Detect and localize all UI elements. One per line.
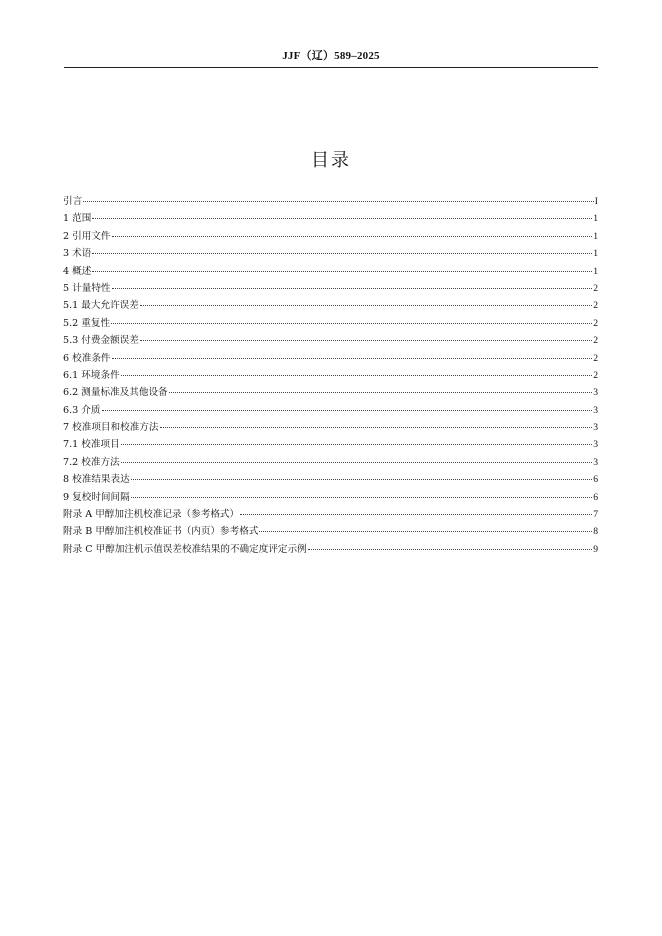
toc-entry-label: 附录 A 甲醇加注机校准记录（参考格式） (63, 509, 240, 521)
toc-entry-page: 2 (593, 282, 598, 294)
toc-leader-dots (308, 549, 593, 550)
toc-entry-14[interactable] (63, 436, 598, 453)
toc-entry-page: 1 (593, 265, 598, 277)
toc-leader-dots (111, 323, 592, 324)
toc-entry-page: 2 (593, 352, 598, 364)
toc-entry-label: 4 概述 (63, 265, 92, 277)
toc-leader-dots (240, 514, 592, 515)
toc-title: 目录 (311, 150, 351, 171)
toc-entry-label: 6.1 环境条件 (63, 369, 120, 381)
toc-entry-10[interactable] (63, 367, 598, 384)
toc-entry-page: 3 (593, 387, 598, 399)
toc-entry-5[interactable] (63, 280, 598, 297)
toc-entry-page: 1 (593, 248, 598, 260)
toc-leader-dots (121, 375, 593, 376)
toc-entry-15[interactable] (63, 454, 598, 471)
toc-leader-dots (102, 410, 593, 411)
toc-entry-page: 6 (593, 474, 598, 486)
toc-leader-dots (140, 340, 592, 341)
toc-entry-20[interactable] (63, 541, 598, 558)
toc-entry-4[interactable] (63, 263, 598, 280)
toc-entry-8[interactable] (63, 332, 598, 349)
toc-leader-dots (140, 305, 592, 306)
toc-leader-dots (160, 427, 593, 428)
toc-entry-18[interactable] (63, 506, 598, 523)
toc-entry-page: 8 (593, 526, 598, 538)
toc-entry-label: 6 校准条件 (63, 352, 111, 364)
toc-leader-dots (112, 288, 593, 289)
toc-entry-17[interactable] (63, 489, 598, 506)
toc-entry-2[interactable] (63, 228, 598, 245)
toc-entry-9[interactable] (63, 350, 598, 367)
toc-entry-page: 2 (593, 369, 598, 381)
toc-entry-page: 2 (593, 300, 598, 312)
toc-entry-page: 9 (593, 543, 598, 555)
toc-entry-page: 7 (593, 509, 598, 521)
toc-leader-dots (83, 201, 594, 202)
toc-entry-page: 6 (593, 491, 598, 503)
toc-entry-page: 1 (593, 213, 598, 225)
toc-entry-label: 5 计量特性 (63, 282, 111, 294)
toc-leader-dots (259, 531, 592, 532)
toc-entry-6[interactable] (63, 297, 598, 314)
table-of-contents (63, 193, 598, 558)
toc-entry-page: 2 (593, 335, 598, 347)
toc-entry-label: 8 校准结果表达 (63, 474, 130, 486)
toc-entry-label: 附录 C 甲醇加注机示值误差校准结果的不确定度评定示例 (63, 543, 307, 555)
toc-entry-7[interactable] (63, 315, 598, 332)
toc-entry-label: 5.2 重复性 (63, 317, 111, 329)
toc-leader-dots (121, 462, 593, 463)
toc-entry-3[interactable] (63, 245, 598, 262)
toc-entry-label: 7.1 校准项目 (63, 439, 120, 451)
header-rule (64, 67, 598, 68)
toc-entry-label: 5.3 付费金额误差 (63, 335, 139, 347)
toc-entry-page: 3 (593, 404, 598, 416)
page-header-code: JJF（辽）589–2025 (282, 50, 380, 62)
toc-leader-dots (92, 271, 592, 272)
toc-entry-label: 6.2 测量标准及其他设备 (63, 387, 168, 399)
toc-leader-dots (112, 358, 593, 359)
toc-entry-page: I (594, 196, 598, 207)
toc-entry-12[interactable] (63, 402, 598, 419)
toc-entry-label: 9 复校时间间隔 (63, 491, 130, 503)
toc-leader-dots (169, 392, 593, 393)
toc-entry-13[interactable] (63, 419, 598, 436)
toc-leader-dots (131, 479, 592, 480)
toc-leader-dots (92, 253, 592, 254)
toc-entry-1[interactable] (63, 210, 598, 227)
toc-entry-label: 2 引用文件 (63, 230, 111, 242)
toc-entry-page: 1 (593, 230, 598, 242)
toc-entry-page: 3 (593, 439, 598, 451)
toc-leader-dots (112, 236, 593, 237)
toc-entry-label: 6.3 介质 (63, 404, 101, 416)
toc-entry-label: 3 术语 (63, 248, 92, 260)
toc-entry-label: 7 校准项目和校准方法 (63, 422, 159, 434)
toc-entry-label: 1 范围 (63, 213, 92, 225)
toc-entry-label: 7.2 校准方法 (63, 456, 120, 468)
toc-entry-11[interactable] (63, 384, 598, 401)
toc-entry-page: 3 (593, 456, 598, 468)
toc-entry-0[interactable] (63, 193, 598, 210)
toc-entry-label: 附录 B 甲醇加注机校准证书（内页）参考格式 (63, 526, 259, 538)
toc-entry-19[interactable] (63, 523, 598, 540)
toc-entry-page: 3 (593, 422, 598, 434)
toc-entry-label: 引言 (63, 196, 83, 207)
toc-leader-dots (121, 444, 593, 445)
toc-entry-16[interactable] (63, 471, 598, 488)
toc-entry-page: 2 (593, 317, 598, 329)
toc-entry-label: 5.1 最大允许误差 (63, 300, 139, 312)
toc-leader-dots (131, 497, 592, 498)
toc-leader-dots (92, 218, 592, 219)
